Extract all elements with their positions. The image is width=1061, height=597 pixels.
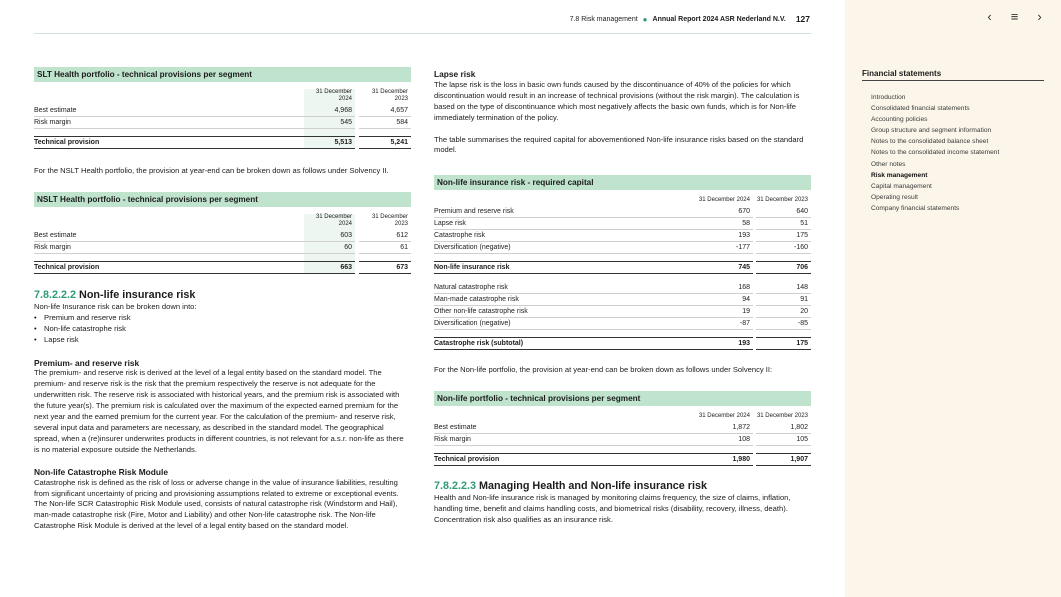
sidebar-item-group-structure[interactable]: Group structure and segment information <box>871 127 992 135</box>
total-value-2024: 5,513 <box>304 137 355 149</box>
nslt-table <box>34 214 411 274</box>
lapse-heading: Lapse risk <box>434 69 476 79</box>
sidebar-item-consolidated-financial-statements[interactable]: Consolidated financial statements <box>871 105 970 113</box>
row-value-2024: 60 <box>304 241 355 253</box>
table-row <box>434 433 811 445</box>
row-label: Risk margin <box>34 241 304 253</box>
slt-table <box>34 89 411 149</box>
premium-reserve-text: The premium- and reserve risk is derived at the level of a legal entity based on the standard model. The premium- and reserve risk is the risk that the premium respectively the reserve is not adequate for the underwritten risk. The reserve risk is associated with historical years, and the premium risk is associated with the future year(s). The premium risk is calculated over the maximum of the expected earned premium for the next year and the earned premium for the current year. For the calculation of the premium- and reserve risk, several input data and parameters are necessary, as described in the standard model. The geographical spread, when a (re)insurer underwrites products in different countries, is not relevant for a.s.r. non-life as there is no material exposure outside the Netherlands. <box>34 368 404 454</box>
table-row <box>434 282 811 294</box>
sidebar-item-operating-result[interactable]: Operating result <box>871 193 918 201</box>
row-label: Risk margin <box>34 117 304 129</box>
right-column <box>434 69 811 525</box>
sidebar-title[interactable]: Financial statements <box>862 69 1044 81</box>
managing-text: Health and Non-life insurance risk is managed by monitoring claims frequency, the size of claims, inflation, handling time, benefit and claims handling costs, and biometrical risks (disability, recovery, illness, death). Concentration risk also qualifies as an insurance risk. <box>434 492 791 524</box>
total-value-2024: 745 <box>698 262 753 274</box>
total-value-2023: 673 <box>359 261 411 273</box>
header-divider <box>34 33 811 34</box>
slt-col2-header: 31 December 2023 <box>371 89 408 102</box>
row-value-2024: -87 <box>698 317 753 329</box>
row-value-2023: 4,657 <box>359 105 411 117</box>
page-number: 127 <box>795 14 810 24</box>
row-value-2024: 168 <box>698 282 753 294</box>
capital-col1-header: 31 December 2024 <box>698 197 750 204</box>
section-title: Non-life insurance risk <box>79 288 196 301</box>
row-value-2023: 612 <box>359 230 411 242</box>
row-value-2023: 20 <box>756 305 811 317</box>
row-value-2024: 193 <box>698 230 753 242</box>
row-value-2024: 108 <box>698 433 753 445</box>
row-value-2024: 4,968 <box>304 105 355 117</box>
nslt-table-title: NSLT Health portfolio - technical provisions per segment <box>34 192 411 207</box>
row-value-2024: 19 <box>698 305 753 317</box>
row-value-2023: 105 <box>756 433 811 445</box>
total-label: Technical provision <box>34 137 304 149</box>
section-title: Managing Health and Non-life insurance risk <box>479 479 708 492</box>
row-value-2023: 148 <box>756 282 811 294</box>
row-value-2023: 61 <box>359 241 411 253</box>
list-item: • Non-life catastrophe risk <box>34 324 411 335</box>
nonlife-provision-intro: For the Non-life portfolio, the provision at year-end can be broken down as follows under Solvency II: <box>434 364 773 374</box>
sidebar-item-capital-management[interactable]: Capital management <box>871 182 932 190</box>
list-item: • Lapse risk <box>34 335 411 346</box>
catastrophe-heading: Non-life Catastrophe Risk Module <box>34 466 169 477</box>
total-value-2024: 193 <box>698 337 753 349</box>
row-label: Diversification (negative) <box>434 242 698 254</box>
row-label: Best estimate <box>34 105 304 117</box>
table-row <box>34 117 411 129</box>
total-label: Technical provision <box>434 453 698 465</box>
table-row <box>34 241 411 253</box>
row-label: Best estimate <box>434 422 698 434</box>
total-value-2024: 663 <box>304 261 355 273</box>
header-report-title: Annual Report 2024 ASR Nederland N.V. <box>652 15 786 23</box>
capital-table-title: Non-life insurance risk - required capital <box>434 175 811 190</box>
row-value-2023: 91 <box>756 293 811 305</box>
nonlife-intro: Non-life Insurance risk can be broken down into: <box>34 301 197 311</box>
row-value-2023: 175 <box>756 230 811 242</box>
page-header <box>570 14 810 24</box>
capital-col2-header: 31 December 2023 <box>756 197 808 204</box>
row-value-2023: 1,802 <box>756 422 811 434</box>
sidebar-item-risk-management[interactable]: Risk management <box>871 171 928 179</box>
table-row <box>434 230 811 242</box>
total-value-2024: 1,980 <box>698 453 753 465</box>
menu-icon[interactable]: ≡ <box>1010 9 1019 24</box>
managing-section-heading <box>434 480 811 493</box>
row-label: Lapse risk <box>434 218 698 230</box>
list-item: • Premium and reserve risk <box>34 313 411 324</box>
nonlife-tp-table <box>434 413 811 466</box>
row-label: Natural catastrophe risk <box>434 282 698 294</box>
row-label: Man-made catastrophe risk <box>434 293 698 305</box>
table-row <box>434 305 811 317</box>
header-section: 7.8 Risk management <box>569 15 638 23</box>
total-label: Non-life insurance risk <box>434 262 698 274</box>
slt-table-title: SLT Health portfolio - technical provisions per segment <box>34 67 411 82</box>
section-number: 7.8.2.2.3 <box>434 479 477 492</box>
table-row <box>34 230 411 242</box>
lapse-text-2: The table summarises the required capital for abovementioned Non-life insurance risks based on the standard model. <box>434 134 804 155</box>
table-row <box>434 293 811 305</box>
table-row <box>434 317 811 329</box>
slt-col1-header: 31 December 2024 <box>304 89 355 105</box>
row-value-2023: 51 <box>756 218 811 230</box>
catastrophe-text: Catastrophe risk is defined as the risk of loss or adverse change in the value of insurance liabilities, resulting from significant uncertainty of pricing and provisioning assumptions related to extreme or exceptional events. The Non-life SCR Catastrophic Risk Module used, consists of natural catastrophe risk (Windstorm and Hail), man-made catastrophe risk (Fire, Motor and Liability) and other Non-life catastrophe risk. The Non-life Catastrophe Risk Module is derived at the level of a legal entity based on the standard model. <box>34 477 399 531</box>
sidebar-item-accounting-policies[interactable]: Accounting policies <box>871 116 928 124</box>
sidebar-item-notes-balance-sheet[interactable]: Notes to the consolidated balance sheet <box>871 138 989 146</box>
row-value-2024: 1,872 <box>698 422 753 434</box>
row-label: Other non-life catastrophe risk <box>434 305 698 317</box>
row-value-2023: -85 <box>756 317 811 329</box>
table-total-row <box>34 137 411 149</box>
row-label: Diversification (negative) <box>434 317 698 329</box>
lapse-text: The lapse risk is the loss in basic own funds caused by the discontinuance of 40% of the policies for which discontinuation would result in an increase of technical provisions (without the risk margin). The calculation is based on the type of discontinuance which most negatively affects the basic own funds, which is for Non-life immediately termination of the policy. <box>434 79 800 122</box>
table-row <box>434 422 811 434</box>
row-value-2024: -177 <box>698 242 753 254</box>
total-value-2023: 5,241 <box>359 137 411 149</box>
nonlife-risk-list <box>34 313 411 346</box>
section-number: 7.8.2.2.2 <box>34 288 77 301</box>
row-label: Best estimate <box>34 230 304 242</box>
row-value-2024: 94 <box>698 293 753 305</box>
navigation-sidebar <box>845 0 1061 597</box>
nslt-col2-header: 31 December 2023 <box>371 213 408 227</box>
row-value-2023: 640 <box>756 206 811 218</box>
total-label: Catastrophe risk (subtotal) <box>434 337 698 349</box>
nonlife-tp-col1-header: 31 December 2024 <box>698 412 750 419</box>
header-dot-icon: ● <box>642 14 648 24</box>
total-value-2023: 175 <box>756 337 811 349</box>
row-label: Premium and reserve risk <box>434 206 698 218</box>
nonlife-tp-col2-header: 31 December 2023 <box>756 412 808 419</box>
next-page-icon[interactable]: › <box>1037 9 1042 24</box>
left-column <box>34 67 411 532</box>
capital-table <box>434 197 811 350</box>
table-row <box>434 242 811 254</box>
sidebar-item-company-financial-statements[interactable]: Company financial statements <box>871 204 960 212</box>
total-label: Technical provision <box>34 261 304 273</box>
premium-reserve-heading: Premium- and reserve risk <box>34 357 140 368</box>
table-total-row <box>434 337 811 349</box>
row-value-2023: 584 <box>359 117 411 129</box>
previous-page-icon[interactable]: ‹ <box>987 9 992 24</box>
row-label: Risk margin <box>434 433 698 445</box>
row-value-2024: 670 <box>698 206 753 218</box>
total-value-2023: 706 <box>756 262 811 274</box>
total-value-2023: 1,907 <box>756 453 811 465</box>
table-row <box>34 105 411 117</box>
nslt-intro-text: For the NSLT Health portfolio, the provision at year-end can be broken down as follows under Solvency II. <box>34 166 389 175</box>
nslt-col1-header: 31 December 2024 <box>304 214 355 230</box>
row-value-2024: 603 <box>304 230 355 242</box>
table-row <box>434 218 811 230</box>
row-label: Catastrophe risk <box>434 230 698 242</box>
table-total-row <box>34 261 411 273</box>
row-value-2024: 58 <box>698 218 753 230</box>
nonlife-tp-table-title: Non-life portfolio - technical provisions per segment <box>434 391 811 406</box>
sidebar-item-introduction[interactable]: Introduction <box>871 94 906 101</box>
sidebar-item-other-notes[interactable]: Other notes <box>871 160 906 168</box>
table-row <box>434 206 811 218</box>
row-value-2024: 545 <box>304 117 355 129</box>
nonlife-section-heading <box>34 289 411 302</box>
table-total-row <box>434 262 811 274</box>
sidebar-item-notes-income-statement[interactable]: Notes to the consolidated income statement <box>871 149 1000 157</box>
table-total-row <box>434 453 811 465</box>
sidebar-toc <box>871 92 999 214</box>
row-value-2023: -160 <box>756 242 811 254</box>
page-navigation <box>983 9 1046 24</box>
